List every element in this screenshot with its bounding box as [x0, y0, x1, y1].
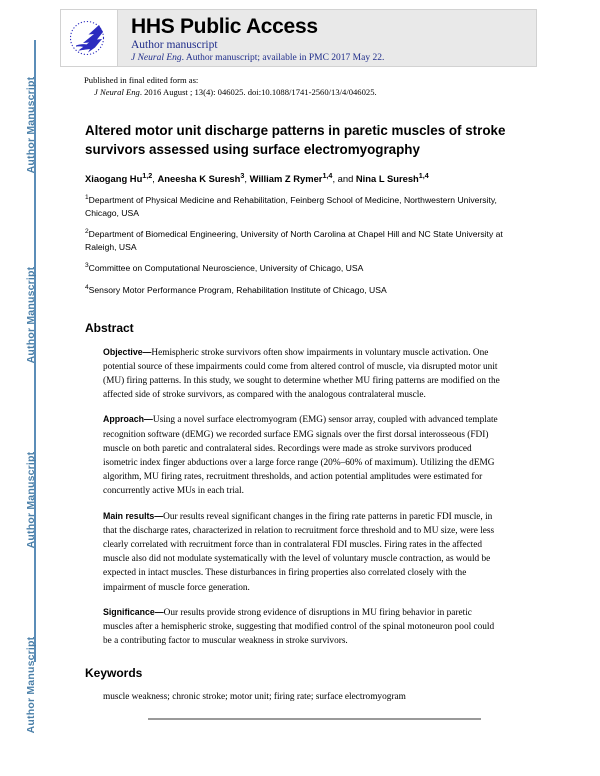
banner-subtitle: Author manuscript [131, 38, 218, 51]
abstract-paragraph [60, 509, 510, 595]
affiliation-marker: 2 [85, 228, 89, 236]
keywords-text: muscle weakness; chronic stroke; motor unit; firing rate; surface electromyogram [103, 692, 406, 703]
abstract-paragraph-text: Our results provide strong evidence of disruptions in MU firing behavior in paretic muscles after a hemispheric stroke, suggesting that modified control of the spinal motoneuron pool could be a contributing factor to muscular weakness in stroke survivors. [103, 607, 495, 647]
abstract-heading: Abstract [85, 320, 134, 335]
abstract-body [60, 345, 510, 649]
affiliation-text: Sensory Motor Performance Program, Rehabilitation Institute of Chicago, USA [88, 284, 387, 295]
published-citation-detail: . 2016 August ; 13(4): 046025. doi:10.1088/1741-2560/13/4/046025. [139, 86, 377, 97]
author-affiliation-marker: 1,4 [322, 170, 333, 180]
abstract-paragraph-label: Objective— [103, 346, 152, 357]
author-name: William Z Rymer [249, 173, 323, 184]
affiliation-item [60, 194, 510, 219]
page-title: Altered motor unit discharge patterns in paretic muscles of stroke survivors assessed using surface electromyography [85, 123, 506, 157]
sidebar-watermark-3: Author Manuscript [25, 451, 37, 549]
published-citation-journal: J Neural Eng [94, 86, 140, 97]
banner-text-block [118, 10, 384, 66]
author-manuscript-sidebar [0, 0, 44, 776]
author-affiliation-marker: 1,4 [418, 170, 429, 180]
sidebar-watermark-2: Author Manuscript [25, 266, 37, 364]
published-label: Published in final edited form as: [84, 75, 199, 85]
affiliation-list [60, 194, 510, 297]
abstract-paragraph [60, 605, 510, 649]
affiliation-marker: 1 [85, 194, 89, 202]
abstract-paragraph-label: Main results— [103, 510, 164, 521]
author-separator: , [152, 173, 158, 184]
affiliation-marker: 3 [85, 262, 89, 270]
affiliation-marker: 4 [85, 284, 89, 292]
banner-title: HHS Public Access [131, 14, 318, 38]
author-separator: , and [332, 173, 356, 184]
author-list [60, 172, 510, 185]
affiliation-text: Department of Biomedical Engineering, University of North Carolina at Chapel Hill and NC State University at Raleigh, USA [85, 229, 503, 252]
abstract-paragraph [60, 345, 510, 403]
affiliation-text: Department of Physical Medicine and Rehabilitation, Feinberg School of Medicine, Northwestern University, Chicago, USA [85, 195, 497, 218]
affiliation-item [60, 284, 510, 297]
author-name: Nina L Suresh [355, 173, 419, 184]
author-name: Aneesha K Suresh [157, 173, 241, 184]
abstract-paragraph [60, 412, 510, 498]
published-block [60, 75, 510, 98]
banner-citation-rest: . Author manuscript; available in PMC 2017 May 22. [181, 53, 385, 64]
hhs-logo-box [61, 10, 118, 66]
banner-citation-journal: J Neural Eng [131, 53, 182, 64]
affiliation-item [60, 228, 510, 253]
author-separator: , [244, 173, 250, 184]
footer-rule [148, 718, 481, 720]
abstract-paragraph-text: Using a novel surface electromyogram (EMG) sensor array, coupled with advanced template recognition software (dEMG) we recorded surface EMG signals over the first dorsal interosseous (FDI) muscle on both paretic and contralateral sides. Recordings were made as stroke survivors produced isometric index finger abductions over a large force range (20%–60% of maximum). Utilizing the dEMG algorithm, MU firing rates, recruitment thresholds, and action potential amplitudes were estimated for concurrently active MUs in each trial. [103, 415, 498, 497]
abstract-paragraph-label: Approach— [103, 414, 153, 425]
banner-citation [131, 52, 384, 64]
hhs-public-access-banner [60, 9, 537, 67]
author-name: Xiaogang Hu [85, 173, 143, 184]
hhs-seal-icon [68, 16, 110, 60]
affiliation-item [60, 262, 510, 275]
abstract-paragraph-text: Our results reveal significant changes in the firing rate patterns in paretic FDI muscle, in that the discharge rates, characterized in relation to recruitment force threshold and to MU size, were less clearly correlated with recruitment force than in contralateral FDI muscles. Firing rates in the affected muscle also did not modulate systematically with the level of voluntary muscle contraction, as would be expected in intact muscles. These disturbances in firing properties also correlated closely with the impairment of muscle force generation. [103, 511, 495, 593]
document-page [60, 0, 510, 720]
author-affiliation-marker: 1,2 [142, 170, 153, 180]
sidebar-watermark-1: Author Manuscript [25, 76, 37, 174]
published-citation [84, 87, 510, 99]
author-affiliation-marker: 3 [240, 170, 245, 180]
keywords-heading: Keywords [85, 666, 143, 681]
sidebar-watermark-4: Author Manuscript [25, 636, 37, 734]
abstract-paragraph-text: Hemispheric stroke survivors often show impairments in voluntary muscle activation. One potential source of these impairments could come from altered control of muscle, via disrupted motor unit (MU) firing patterns. In this study, we sought to determine whether MU firing patterns are modified on the affected side of stroke survivors, as compared with the analogous contralateral muscle. [103, 347, 500, 401]
affiliation-text: Committee on Computational Neuroscience, University of Chicago, USA [88, 263, 364, 274]
abstract-paragraph-label: Significance— [103, 606, 164, 617]
